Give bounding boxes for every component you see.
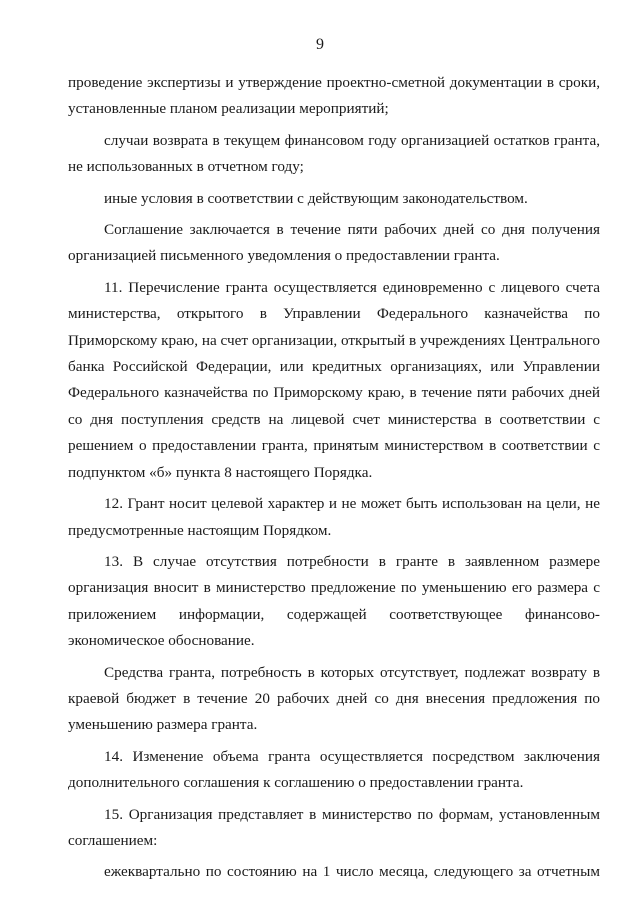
paragraph-6: 12. Грант носит целевой характер и не может быть использован на цели, не предусмотренные настоящим Порядком. — [68, 495, 600, 539]
paragraph-8: Средства гранта, потребность в которых отсутствует, подлежат возврату в краевой бюджет в течение 20 рабочих дней со дня внесения предложения по уменьшению размера гранта. — [68, 663, 600, 734]
paragraph-1: проведение экспертизы и утверждение проектно-сметной документации в сроки, установленные планом реализации мероприятий; — [68, 74, 600, 118]
paragraph-7: 13. В случае отсутствия потребности в гранте в заявленном размере организация вносит в министерство предложение по уменьшению его размера с приложением информации, содержащей соответствующее финансово-экономическое обоснование. — [68, 552, 600, 650]
paragraph-11: ежеквартально по состоянию на 1 число месяца, следующего за отчетным — [104, 863, 600, 881]
paragraph-3: иные условия в соответствии с действующим законодательством. — [104, 189, 528, 207]
paragraph-5: 11. Перечисление гранта осуществляется единовременно с лицевого счета министерства, открытого в Управлении Федерального казначейства по Приморскому краю, на счет организации, открытый в учреждениях Центрального банка Российской Федерации, или кредитных организациях, или Управлении Федерального казначейства по Приморскому краю, в течение пяти рабочих дней со дня поступления средств на лицевой счет министерства в соответствии с решением о предоставлении гранта, принятым министерством в соответствии с подпунктом «б» пункта 8 настоящего Порядка. — [68, 278, 600, 481]
paragraph-10: 15. Организация представляет в министерство по формам, установленным соглашением: — [68, 805, 600, 849]
document-body — [68, 70, 600, 886]
paragraph-9: 14. Изменение объема гранта осуществляется посредством заключения дополнительного соглашения к соглашению о предоставлении гранта. — [68, 747, 600, 792]
paragraph-2: случаи возврата в текущем финансовом году организацией остатков гранта, не использованных в отчетном году; — [68, 131, 600, 176]
paragraph-4: Соглашение заключается в течение пяти рабочих дней со дня получения организацией письменного уведомления о предоставлении гранта. — [68, 221, 600, 265]
page-number: 9 — [316, 36, 324, 53]
